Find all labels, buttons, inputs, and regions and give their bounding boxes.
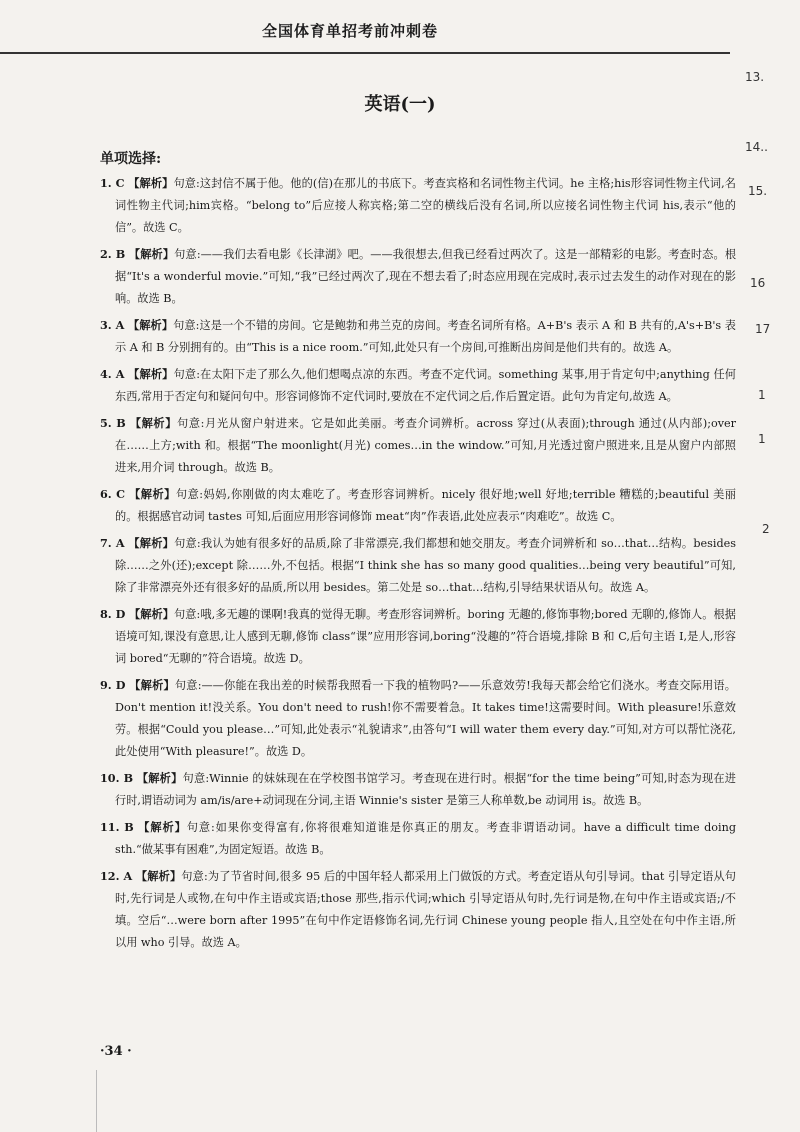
edge-mark: 1: [758, 432, 766, 446]
answer-item: [100, 314, 736, 359]
edge-mark: 15.: [748, 184, 768, 198]
answer-text: 句意:我认为她有很多好的品质,除了非常漂亮,我们都想和她交朋友。考查介词辨析和 so…that…结构。besides 除……之外(还);except 除……外,不包括。根据“I think she has so many good qualities…being very beautiful”可知,除了非常漂亮外还有很多好的品质,所以用 besides。第二处是 so…that…结构,引导结果状语从句。故选 A。: [115, 537, 736, 594]
analysis-tag: 【解析】: [129, 487, 176, 501]
answer-key: 8. D: [100, 607, 126, 621]
analysis-tag: 【解析】: [129, 678, 175, 692]
answer-text: 句意:如果你变得富有,你将很难知道谁是你真正的朋友。考查非谓语动词。have a difficult time doing sth.“做某事有困难”,为固定短语。故选 B。: [115, 821, 736, 856]
answer-item: [100, 865, 736, 954]
answer-text: 句意:——你能在我出差的时候帮我照看一下我的植物吗?——乐意效劳!我每天都会给它们浇水。考查交际用语。Don't mention it!没关系。You don't need to rush!你不需要着急。It takes time!这需要时间。With pleasure!乐意效劳。根据“Could you please…”可知,此处表示“礼貌请求”,由答句“I will water them every day.”可知,对方可以帮忙浇花,此处使用“With pleasure!”。故选 D。: [115, 679, 736, 758]
analysis-tag: 【解析】: [135, 869, 182, 883]
analysis-tag: 【解析】: [128, 318, 174, 332]
answer-item: [100, 532, 736, 599]
answer-text: 句意:Winnie 的妹妹现在在学校图书馆学习。考查现在进行时。根据“for the time being”可知,时态为现在进行时,谓语动词为 am/is/are+动词现在分词,主语 Winnie's sister 是第三人称单数,be 动词用 is。故选 B。: [115, 772, 736, 807]
answer-item: [100, 603, 736, 670]
answer-key: 9. D: [100, 678, 126, 692]
answer-text: 句意:妈妈,你刚做的肉太难吃了。考查形容词辨析。nicely 很好地;well 好地;terrible 糟糕的;beautiful 美丽的。根据感官动词 tastes 可知,后面应用形容词修饰 meat“肉”作表语,此处应表示“肉难吃”。故选 C。: [115, 488, 736, 523]
header-title: 全国体育单招考前冲刺卷: [261, 22, 438, 40]
answer-item: [100, 483, 736, 528]
analysis-tag: 【解析】: [128, 247, 175, 261]
answer-text: 句意:在太阳下走了那么久,他们想喝点凉的东西。考查不定代词。something 某事,用于肯定句中;anything 任何东西,常用于否定句和疑问句中。形容词修饰不定代词时,要放在不定代词之后,作后置定语。此句为肯定句,故选 A。: [115, 368, 736, 403]
answer-key: 6. C: [100, 487, 125, 501]
answer-key: 3. A: [100, 318, 125, 332]
answer-text: 句意:这是一个不错的房间。它是鲍勃和弗兰克的房间。考查名词所有格。A+B's 表示 A 和 B 共有的,A's+B's 表示 A 和 B 分别拥有的。由“This is a nice room.”可知,此处只有一个房间,可推断出房间是他们共有的。故选 A。: [115, 319, 736, 354]
answer-list: [100, 172, 736, 958]
analysis-tag: 【解析】: [129, 607, 175, 621]
analysis-tag: 【解析】: [128, 367, 174, 381]
answer-text: 句意:这封信不属于他。他的(信)在那儿的书底下。考查宾格和名词性物主代词。he 主格;his形容词性物主代词,名词性物主代词;him宾格。“belong to”后应接人称宾格;第二空的横线后没有名词,所以应接名词性物主代词 his,表示“他的信”。故选 C。: [115, 177, 736, 234]
answer-key: 11. B: [100, 820, 134, 834]
answer-key: 12. A: [100, 869, 133, 883]
edge-mark: 13.: [745, 70, 765, 84]
analysis-tag: 【解析】: [138, 820, 187, 834]
page-title: 英语(一): [364, 94, 436, 115]
answer-key: 1. C: [100, 176, 125, 190]
page-number: ·34 ·: [100, 1044, 132, 1059]
analysis-tag: 【解析】: [129, 416, 178, 430]
answer-key: 2. B: [100, 247, 126, 261]
edge-mark: 2: [762, 522, 770, 536]
margin-line: [96, 1070, 97, 1132]
answer-item: [100, 363, 736, 408]
answer-key: 7. A: [100, 536, 125, 550]
answer-text: 句意:——我们去看电影《长津湖》吧。——我很想去,但我已经看过两次了。这是一部精彩的电影。考查时态。根据“It's a wonderful movie.”可知,“我”已经过两次了,现在不想去看了;时态应用现在完成时,表示过去发生的动作对现在的影响。故选 B。: [115, 248, 737, 305]
answer-text: 句意:月光从窗户射进来。它是如此美丽。考查介词辨析。across 穿过(从表面);through 通过(从内部);over 在……上方;with 和。根据“The moonlight(月光) comes…in the window.”可知,月光透过窗户照进来,且是从窗户内部照进来,用介词 through。故选 B。: [115, 417, 736, 474]
page-header: [0, 0, 730, 54]
answer-key: 5. B: [100, 416, 126, 430]
answer-item: [100, 816, 736, 861]
answer-item: [100, 767, 736, 812]
answer-item: [100, 243, 736, 310]
answer-item: [100, 674, 736, 763]
edge-mark: 1: [758, 388, 766, 402]
edge-mark: 17: [755, 322, 771, 336]
analysis-tag: 【解析】: [128, 536, 175, 550]
answer-text: 句意:为了节省时间,很多 95 后的中国年轻人都采用上门做饭的方式。考查定语从句引导词。that 引导定语从句时,先行词是人或物,在句中作主语或宾语;those 那些,指示代词;which 引导定语从句时,先行词是物,在句中作主语或宾语;/不填。空后“…were born after 1995”在句中作定语修饰名词,先行词 Chinese young people 指人,且空处在句中作主语,所以用 who 引导。故选 A。: [115, 870, 736, 949]
analysis-tag: 【解析】: [128, 176, 174, 190]
answer-text: 句意:哦,多无趣的课啊!我真的觉得无聊。考查形容词辨析。boring 无趣的,修饰事物;bored 无聊的,修饰人。根据语境可知,课没有意思,让人感到无聊,修饰 class“课”应用形容词,boring“没趣的”符合语境,排除 B 和 C,后句主语 I,是人,形容词 bored“无聊的”符合语境。故选 D。: [115, 608, 736, 665]
answer-item: [100, 412, 736, 479]
answer-key: 4. A: [100, 367, 125, 381]
answer-key: 10. B: [100, 771, 134, 785]
answer-item: [100, 172, 736, 239]
edge-mark: 16: [750, 276, 766, 290]
analysis-tag: 【解析】: [136, 771, 183, 785]
edge-mark: 14..: [745, 140, 768, 154]
section-title: 单项选择:: [100, 151, 162, 167]
